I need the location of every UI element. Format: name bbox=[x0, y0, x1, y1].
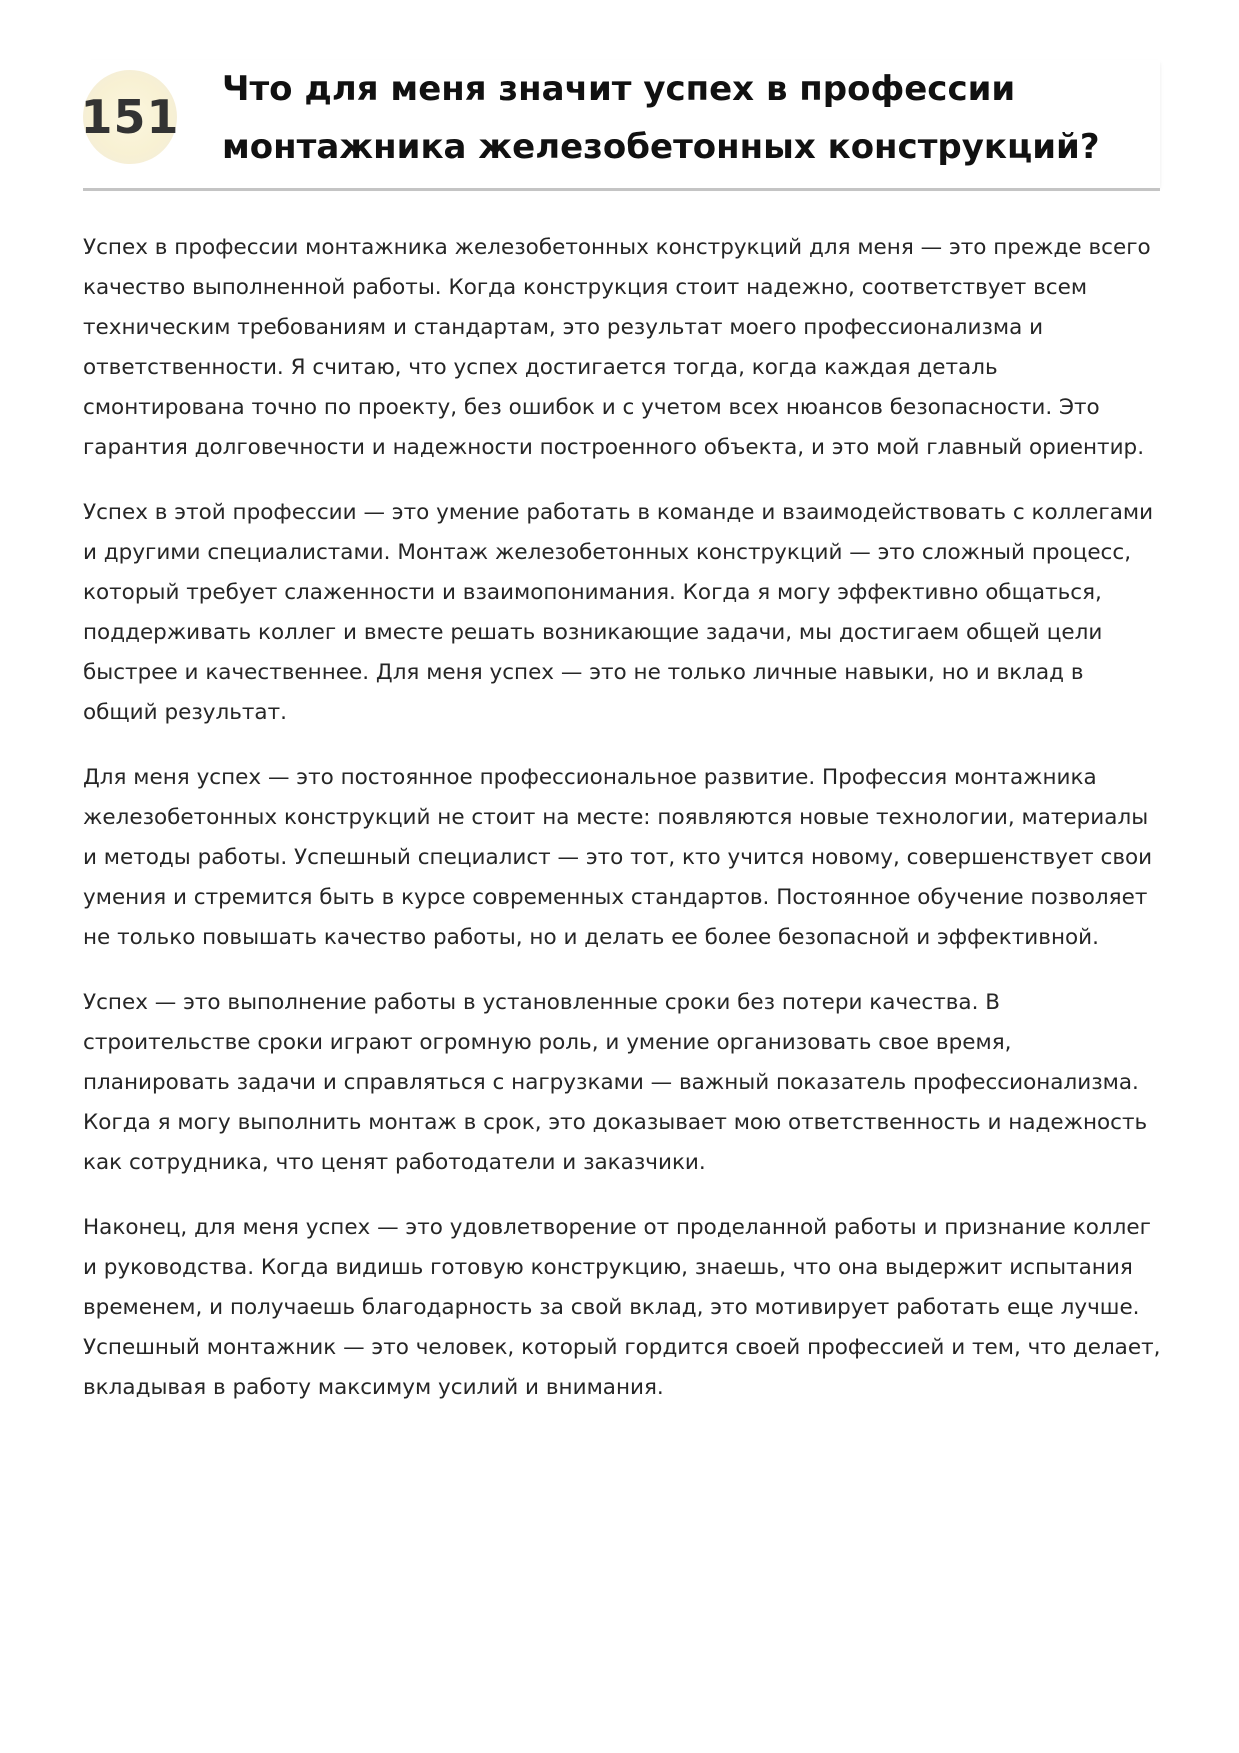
answer-body bbox=[83, 228, 1163, 1433]
question-header bbox=[80, 60, 1160, 191]
paragraph: Наконец, для меня успех — это удовлетворение от проделанной работы и признание коллег и руководства. Когда видишь готовую конструкцию, знаешь, что она выдержит испытания временем, и получаешь благодарность за свой вклад, это мотивирует работать еще лучше. Успешный монтажник — это человек, который гордится своей профессией и тем, что делает, вкладывая в работу максимум усилий и внимания. bbox=[83, 1215, 1161, 1400]
paragraph: Для меня успех — это постоянное профессиональное развитие. Профессия монтажника железобетонных конструкций не стоит на месте: появляются новые технологии, материалы и методы работы. Успешный специалист — это тот, кто учится новому, совершенствует свои умения и стремится быть в курсе современных стандартов. Постоянное обучение позволяет не только повышать качество работы, но и делать ее более безопасной и эффективной. bbox=[83, 765, 1153, 950]
paragraph: Успех в профессии монтажника железобетонных конструкций для меня — это прежде всего качество выполненной работы. Когда конструкция стоит надежно, соответствует всем техническим требованиям и стандартам, это результат моего профессионализма и ответственности. Я считаю, что успех достигается тогда, когда каждая деталь смонтирована точно по проекту, без ошибок и с учетом всех нюансов безопасности. Это гарантия долговечности и надежности построенного объекта, и это мой главный ориентир. bbox=[83, 235, 1151, 460]
paragraph: Успех в этой профессии — это умение работать в команде и взаимодействовать с коллегами и другими специалистами. Монтаж железобетонных конструкций — это сложный процесс, который требует слаженности и взаимопонимания. Когда я могу эффективно общаться, поддерживать коллег и вместе решать возникающие задачи, мы достигаем общей цели быстрее и качественнее. Для меня успех — это не только личные навыки, но и вклад в общий результат. bbox=[83, 500, 1154, 725]
question-number-badge bbox=[80, 70, 180, 164]
question-number: 151 bbox=[80, 90, 180, 144]
paragraph: Успех — это выполнение работы в установленные сроки без потери качества. В строительстве сроки играют огромную роль, и умение организовать свое время, планировать задачи и справляться с нагрузками — важный показатель профессионализма. Когда я могу выполнить монтаж в срок, это доказывает мою ответственность и надежность как сотрудника, что ценят работодатели и заказчики. bbox=[83, 990, 1148, 1175]
question-title: Что для меня значит успех в профессии монтажника железобетонных конструкций? bbox=[222, 69, 1100, 167]
